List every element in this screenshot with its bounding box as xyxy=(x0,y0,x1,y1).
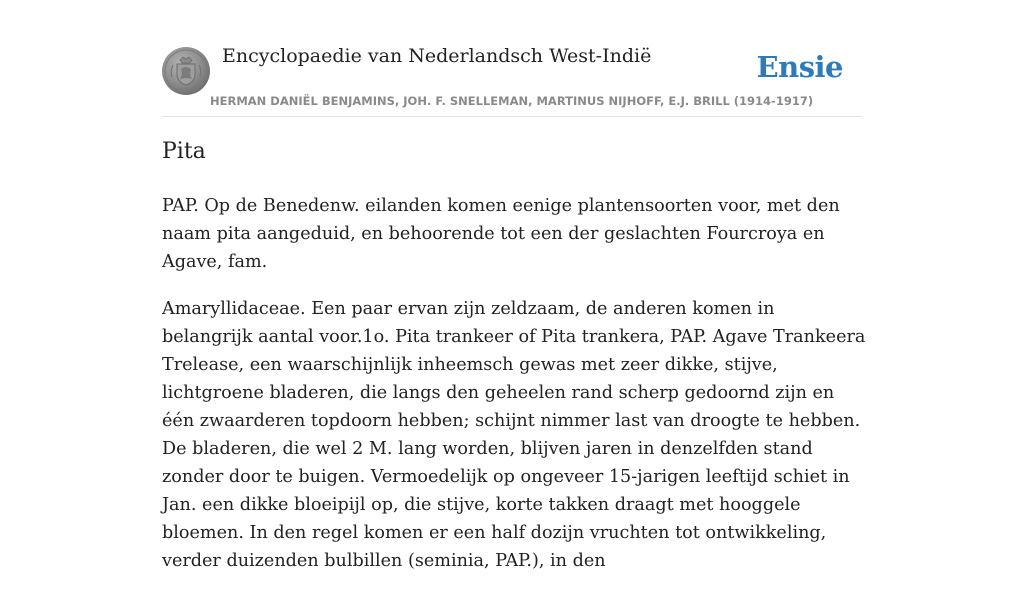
authors-line: HERMAN DANIËL BENJAMINS, JOH. F. SNELLEMAN, MARTINUS NIJHOFF, E.J. BRILL (1914-1917) xyxy=(210,94,814,108)
book-title[interactable]: Encyclopaedie van Nederlandsch West-Indië xyxy=(222,45,652,67)
article-body xyxy=(162,192,867,594)
ensie-logo[interactable]: Ensie xyxy=(756,50,843,84)
article-paragraph: Amaryllidaceae. Een paar ervan zijn zeldzaam, de anderen komen in belangrijk aantal voor.1o. Pita trankeer of Pita trankera, PAP. Agave Trankeera Trelease, een waarschijnlijk inheemsch gewas met zeer dikke, stijve, lichtgroene bladeren, die langs den geheelen rand scherp gedoornd zijn en één zwaarderen topdoorn hebben; schijnt nimmer last van droogte te hebben. De bladeren, die wel 2 M. lang worden, blijven jaren in denzelfden stand zonder door te buigen. Vermoedelijk op ongeveer 15-jarigen leeftijd schiet in Jan. een dikke bloeipijl op, die stijve, korte takken draagt met hooggele bloemen. In den regel komen er een half dozijn vruchten tot ontwikkeling, verder duizenden bulbillen (seminia, PAP.), in den xyxy=(162,299,866,571)
article-title: Pita xyxy=(162,139,206,164)
article-paragraph: PAP. Op de Benedenw. eilanden komen eenige plantensoorten voor, met den naam pita aangeduid, en behoorende tot een der geslachten Fourcroya en Agave, fam. xyxy=(162,196,840,272)
header xyxy=(162,40,862,117)
coat-of-arms-seal-icon[interactable] xyxy=(162,47,210,95)
